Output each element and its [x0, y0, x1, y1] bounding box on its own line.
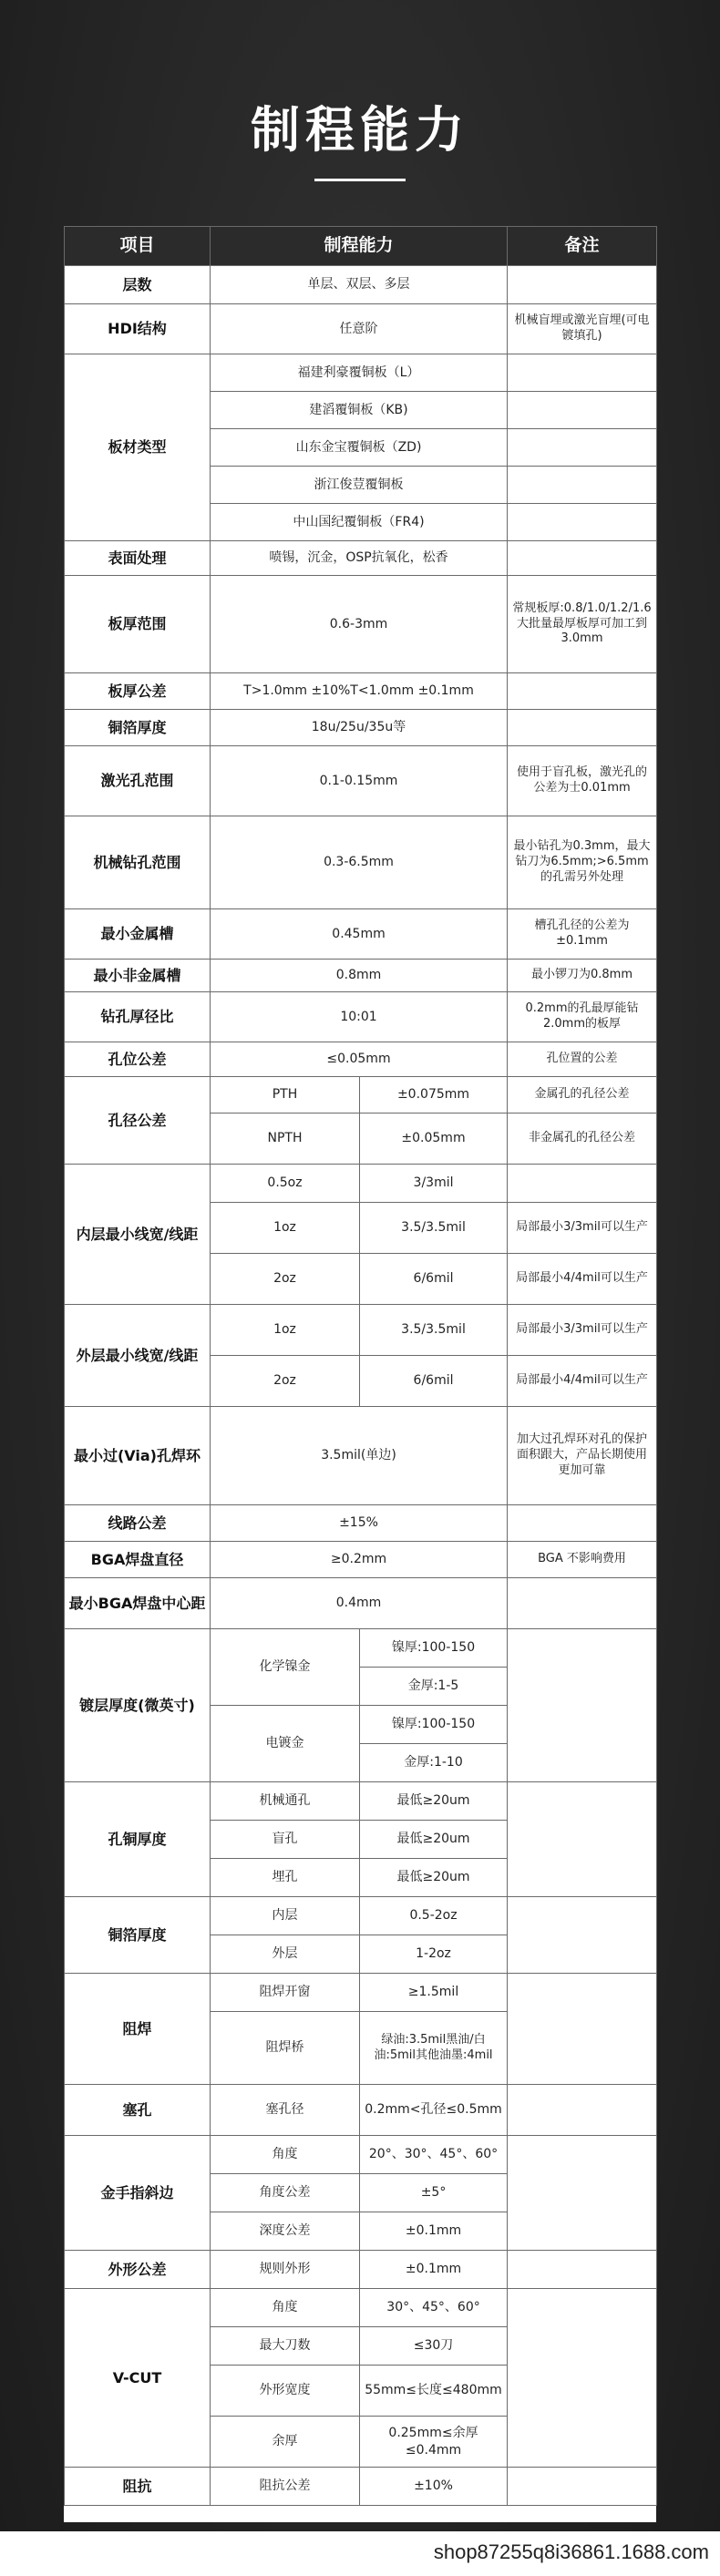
table-row [65, 2085, 657, 2136]
sub-value: ≥1.5mil [360, 1974, 508, 2012]
sub-label: 塞孔径 [211, 2085, 360, 2136]
row-note: 最小锣刀为0.8mm [508, 960, 657, 992]
table-row [65, 1077, 657, 1114]
sub-label: 角度 [211, 2136, 360, 2174]
row-value: 中山国纪覆铜板（FR4) [211, 504, 508, 541]
sub-value: 55mm≤长度≤480mm [360, 2366, 508, 2417]
row-note: 孔位置的公差 [508, 1042, 657, 1077]
row-value: T>1.0mm ±10%T<1.0mm ±0.1mm [211, 673, 508, 710]
row-value: 0.45mm [211, 909, 508, 960]
table-row [65, 304, 657, 354]
process-capability-table [64, 226, 657, 2506]
row-note: 局部最小4/4mil可以生产 [508, 1356, 657, 1407]
sub-label: 深度公差 [211, 2212, 360, 2251]
row-note [508, 1505, 657, 1542]
sub-label: 外层 [211, 1935, 360, 1974]
sub-label: 阻焊桥 [211, 2012, 360, 2085]
row-note [508, 541, 657, 576]
row-value: ±15% [211, 1505, 508, 1542]
row-label: 铜箔厚度 [65, 710, 211, 746]
sub-value: 3/3mil [360, 1165, 508, 1203]
header-item: 项目 [65, 227, 211, 266]
sub-value: ≤30刀 [360, 2327, 508, 2366]
sub-label: 规则外形 [211, 2251, 360, 2289]
row-note: 金属孔的孔径公差 [508, 1077, 657, 1114]
row-note [508, 2136, 657, 2251]
sub-value: 6/6mil [360, 1254, 508, 1305]
sub-label: 盲孔 [211, 1821, 360, 1859]
row-note [508, 392, 657, 429]
row-note: 使用于盲孔板，激光孔的公差为士0.01mm [508, 746, 657, 816]
row-label: 塞孔 [65, 2085, 211, 2136]
row-note: 加大过孔焊环对孔的保护面积跟大，产品长期使用更加可靠 [508, 1407, 657, 1505]
table-row [65, 960, 657, 992]
row-value: 建滔覆铜板（KB) [211, 392, 508, 429]
table-header-row [65, 227, 657, 266]
row-note: 局部最小3/3mil可以生产 [508, 1203, 657, 1254]
row-value: ≤0.05mm [211, 1042, 508, 1077]
table-row [65, 2136, 657, 2174]
header-note: 备注 [508, 227, 657, 266]
sub-value: ±0.075mm [360, 1077, 508, 1114]
sub-label: 化学镍金 [211, 1629, 360, 1706]
row-label: 孔铜厚度 [65, 1782, 211, 1897]
row-label: 最小BGA焊盘中心距 [65, 1578, 211, 1629]
shop-url[interactable]: shop87255q8i36861.1688.com [433, 2540, 709, 2563]
row-note [508, 354, 657, 392]
table-row [65, 1782, 657, 1821]
sub-value: 0.2mm<孔径≤0.5mm [360, 2085, 508, 2136]
row-label: 阻抗 [65, 2468, 211, 2506]
row-label: 层数 [65, 266, 211, 304]
row-note [508, 1578, 657, 1629]
table-row [65, 2289, 657, 2327]
sub-value: ±0.05mm [360, 1114, 508, 1165]
sub-label: 最大刀数 [211, 2327, 360, 2366]
table-row [65, 1407, 657, 1505]
row-label: 最小金属槽 [65, 909, 211, 960]
table-row [65, 1165, 657, 1203]
sub-value: 3.5/3.5mil [360, 1203, 508, 1254]
row-label: 板材类型 [65, 354, 211, 541]
row-label: 机械钻孔范围 [65, 816, 211, 909]
row-note: 机械盲埋或激光盲埋(可电镀填孔) [508, 304, 657, 354]
sub-label: 2oz [211, 1254, 360, 1305]
row-label: 板厚范围 [65, 576, 211, 673]
sub-value: 最低≥20um [360, 1859, 508, 1897]
row-label: 外形公差 [65, 2251, 211, 2289]
row-label: 最小非金属槽 [65, 960, 211, 992]
header-capability: 制程能力 [211, 227, 508, 266]
row-note [508, 467, 657, 504]
row-label: BGA焊盘直径 [65, 1542, 211, 1578]
row-label: 孔位公差 [65, 1042, 211, 1077]
row-value: 山东金宝覆铜板（ZD) [211, 429, 508, 467]
sub-value: ±0.1mm [360, 2212, 508, 2251]
sub-value: 绿油:3.5mil黑油/白油:5mil其他油墨:4mil [360, 2012, 508, 2085]
sub-label: 机械通孔 [211, 1782, 360, 1821]
table-row [65, 746, 657, 816]
row-label: 线路公差 [65, 1505, 211, 1542]
row-label: 最小过(Via)孔焊环 [65, 1407, 211, 1505]
table-row [65, 673, 657, 710]
table-row [65, 909, 657, 960]
row-value: 0.6-3mm [211, 576, 508, 673]
row-note [508, 1782, 657, 1897]
sub-value: 镍厚:100-150 [360, 1706, 508, 1744]
row-note: 非金属孔的孔径公差 [508, 1114, 657, 1165]
sub-label: 1oz [211, 1305, 360, 1356]
footer-bar [0, 2531, 720, 2576]
row-note [508, 2251, 657, 2289]
row-value: 10:01 [211, 992, 508, 1042]
table-row [65, 2468, 657, 2506]
sub-label: 角度公差 [211, 2174, 360, 2212]
table-row [65, 816, 657, 909]
row-label: 孔径公差 [65, 1077, 211, 1165]
row-note: 最小钻孔为0.3mm，最大钻刀为6.5mm;>6.5mm的孔需另外处理 [508, 816, 657, 909]
row-label: 激光孔范围 [65, 746, 211, 816]
sub-label: 余厚 [211, 2417, 360, 2468]
page-title: 制程能力 [251, 101, 469, 159]
sub-label: 电镀金 [211, 1706, 360, 1782]
row-value: 福建利豪覆铜板（L） [211, 354, 508, 392]
table-row [65, 2251, 657, 2289]
sub-value: 镍厚:100-150 [360, 1629, 508, 1668]
sub-value: 金厚:1-10 [360, 1744, 508, 1782]
spec-sheet [64, 226, 656, 2522]
sub-label: 1oz [211, 1203, 360, 1254]
sub-value: 金厚:1-5 [360, 1668, 508, 1706]
row-value: 3.5mil(单边) [211, 1407, 508, 1505]
row-note [508, 1897, 657, 1974]
row-label: 内层最小线宽/线距 [65, 1165, 211, 1305]
sub-value: ±0.1mm [360, 2251, 508, 2289]
row-note [508, 2085, 657, 2136]
row-label: 金手指斜边 [65, 2136, 211, 2251]
sub-label: 阻抗公差 [211, 2468, 360, 2506]
row-value: 任意阶 [211, 304, 508, 354]
sub-label: 阻焊开窗 [211, 1974, 360, 2012]
row-label: 阻焊 [65, 1974, 211, 2085]
row-note [508, 1629, 657, 1782]
sub-label: NPTH [211, 1114, 360, 1165]
row-note: 0.2mm的孔最厚能钻2.0mm的板厚 [508, 992, 657, 1042]
sub-value: 最低≥20um [360, 1821, 508, 1859]
row-value: 0.8mm [211, 960, 508, 992]
table-row [65, 266, 657, 304]
row-note [508, 429, 657, 467]
table-row [65, 1629, 657, 1668]
table-row [65, 354, 657, 392]
table-row [65, 710, 657, 746]
sub-value: 6/6mil [360, 1356, 508, 1407]
sub-label: 2oz [211, 1356, 360, 1407]
row-value: 0.3-6.5mm [211, 816, 508, 909]
sub-label: 外形宽度 [211, 2366, 360, 2417]
sub-value: 3.5/3.5mil [360, 1305, 508, 1356]
row-label: 板厚公差 [65, 673, 211, 710]
sub-value: 最低≥20um [360, 1782, 508, 1821]
table-row [65, 1042, 657, 1077]
row-label: 铜箔厚度 [65, 1897, 211, 1974]
row-note: 局部最小3/3mil可以生产 [508, 1305, 657, 1356]
row-note [508, 1974, 657, 2085]
sub-label: 埋孔 [211, 1859, 360, 1897]
row-label: HDI结构 [65, 304, 211, 354]
table-row [65, 1974, 657, 2012]
row-label: 外层最小线宽/线距 [65, 1305, 211, 1407]
table-row [65, 1505, 657, 1542]
sub-label: 0.5oz [211, 1165, 360, 1203]
sub-label: 内层 [211, 1897, 360, 1935]
table-row [65, 1305, 657, 1356]
table-row [65, 1542, 657, 1578]
table-row [65, 541, 657, 576]
row-value: 喷锡，沉金，OSP抗氧化，松香 [211, 541, 508, 576]
sub-value: ±5° [360, 2174, 508, 2212]
row-value: ≥0.2mm [211, 1542, 508, 1578]
row-note: BGA 不影响费用 [508, 1542, 657, 1578]
row-value: 单层、双层、多层 [211, 266, 508, 304]
table-row [65, 1578, 657, 1629]
row-note [508, 2468, 657, 2506]
sub-label: 角度 [211, 2289, 360, 2327]
row-note [508, 710, 657, 746]
row-note [508, 504, 657, 541]
row-label: 镀层厚度(微英寸) [65, 1629, 211, 1782]
title-underline [314, 179, 406, 181]
row-value: 浙江俊荳覆铜板 [211, 467, 508, 504]
row-value: 0.1-0.15mm [211, 746, 508, 816]
sub-value: 0.25mm≤余厚≤0.4mm [360, 2417, 508, 2468]
row-note [508, 266, 657, 304]
sub-label: PTH [211, 1077, 360, 1114]
sub-value: 30°、45°、60° [360, 2289, 508, 2327]
row-label: 钻孔厚径比 [65, 992, 211, 1042]
row-note: 常规板厚:0.8/1.0/1.2/1.6大批量最厚板厚可加工到3.0mm [508, 576, 657, 673]
sub-value: 1-2oz [360, 1935, 508, 1974]
sub-value: 20°、30°、45°、60° [360, 2136, 508, 2174]
row-note [508, 673, 657, 710]
row-label: V-CUT [65, 2289, 211, 2468]
sub-value: ±10% [360, 2468, 508, 2506]
row-value: 0.4mm [211, 1578, 508, 1629]
row-label: 表面处理 [65, 541, 211, 576]
row-value: 18u/25u/35u等 [211, 710, 508, 746]
table-row [65, 576, 657, 673]
table-row [65, 992, 657, 1042]
row-note [508, 1165, 657, 1203]
table-row [65, 1897, 657, 1935]
sub-value: 0.5-2oz [360, 1897, 508, 1935]
row-note: 槽孔孔径的公差为±0.1mm [508, 909, 657, 960]
row-note [508, 2289, 657, 2468]
row-note: 局部最小4/4mil可以生产 [508, 1254, 657, 1305]
